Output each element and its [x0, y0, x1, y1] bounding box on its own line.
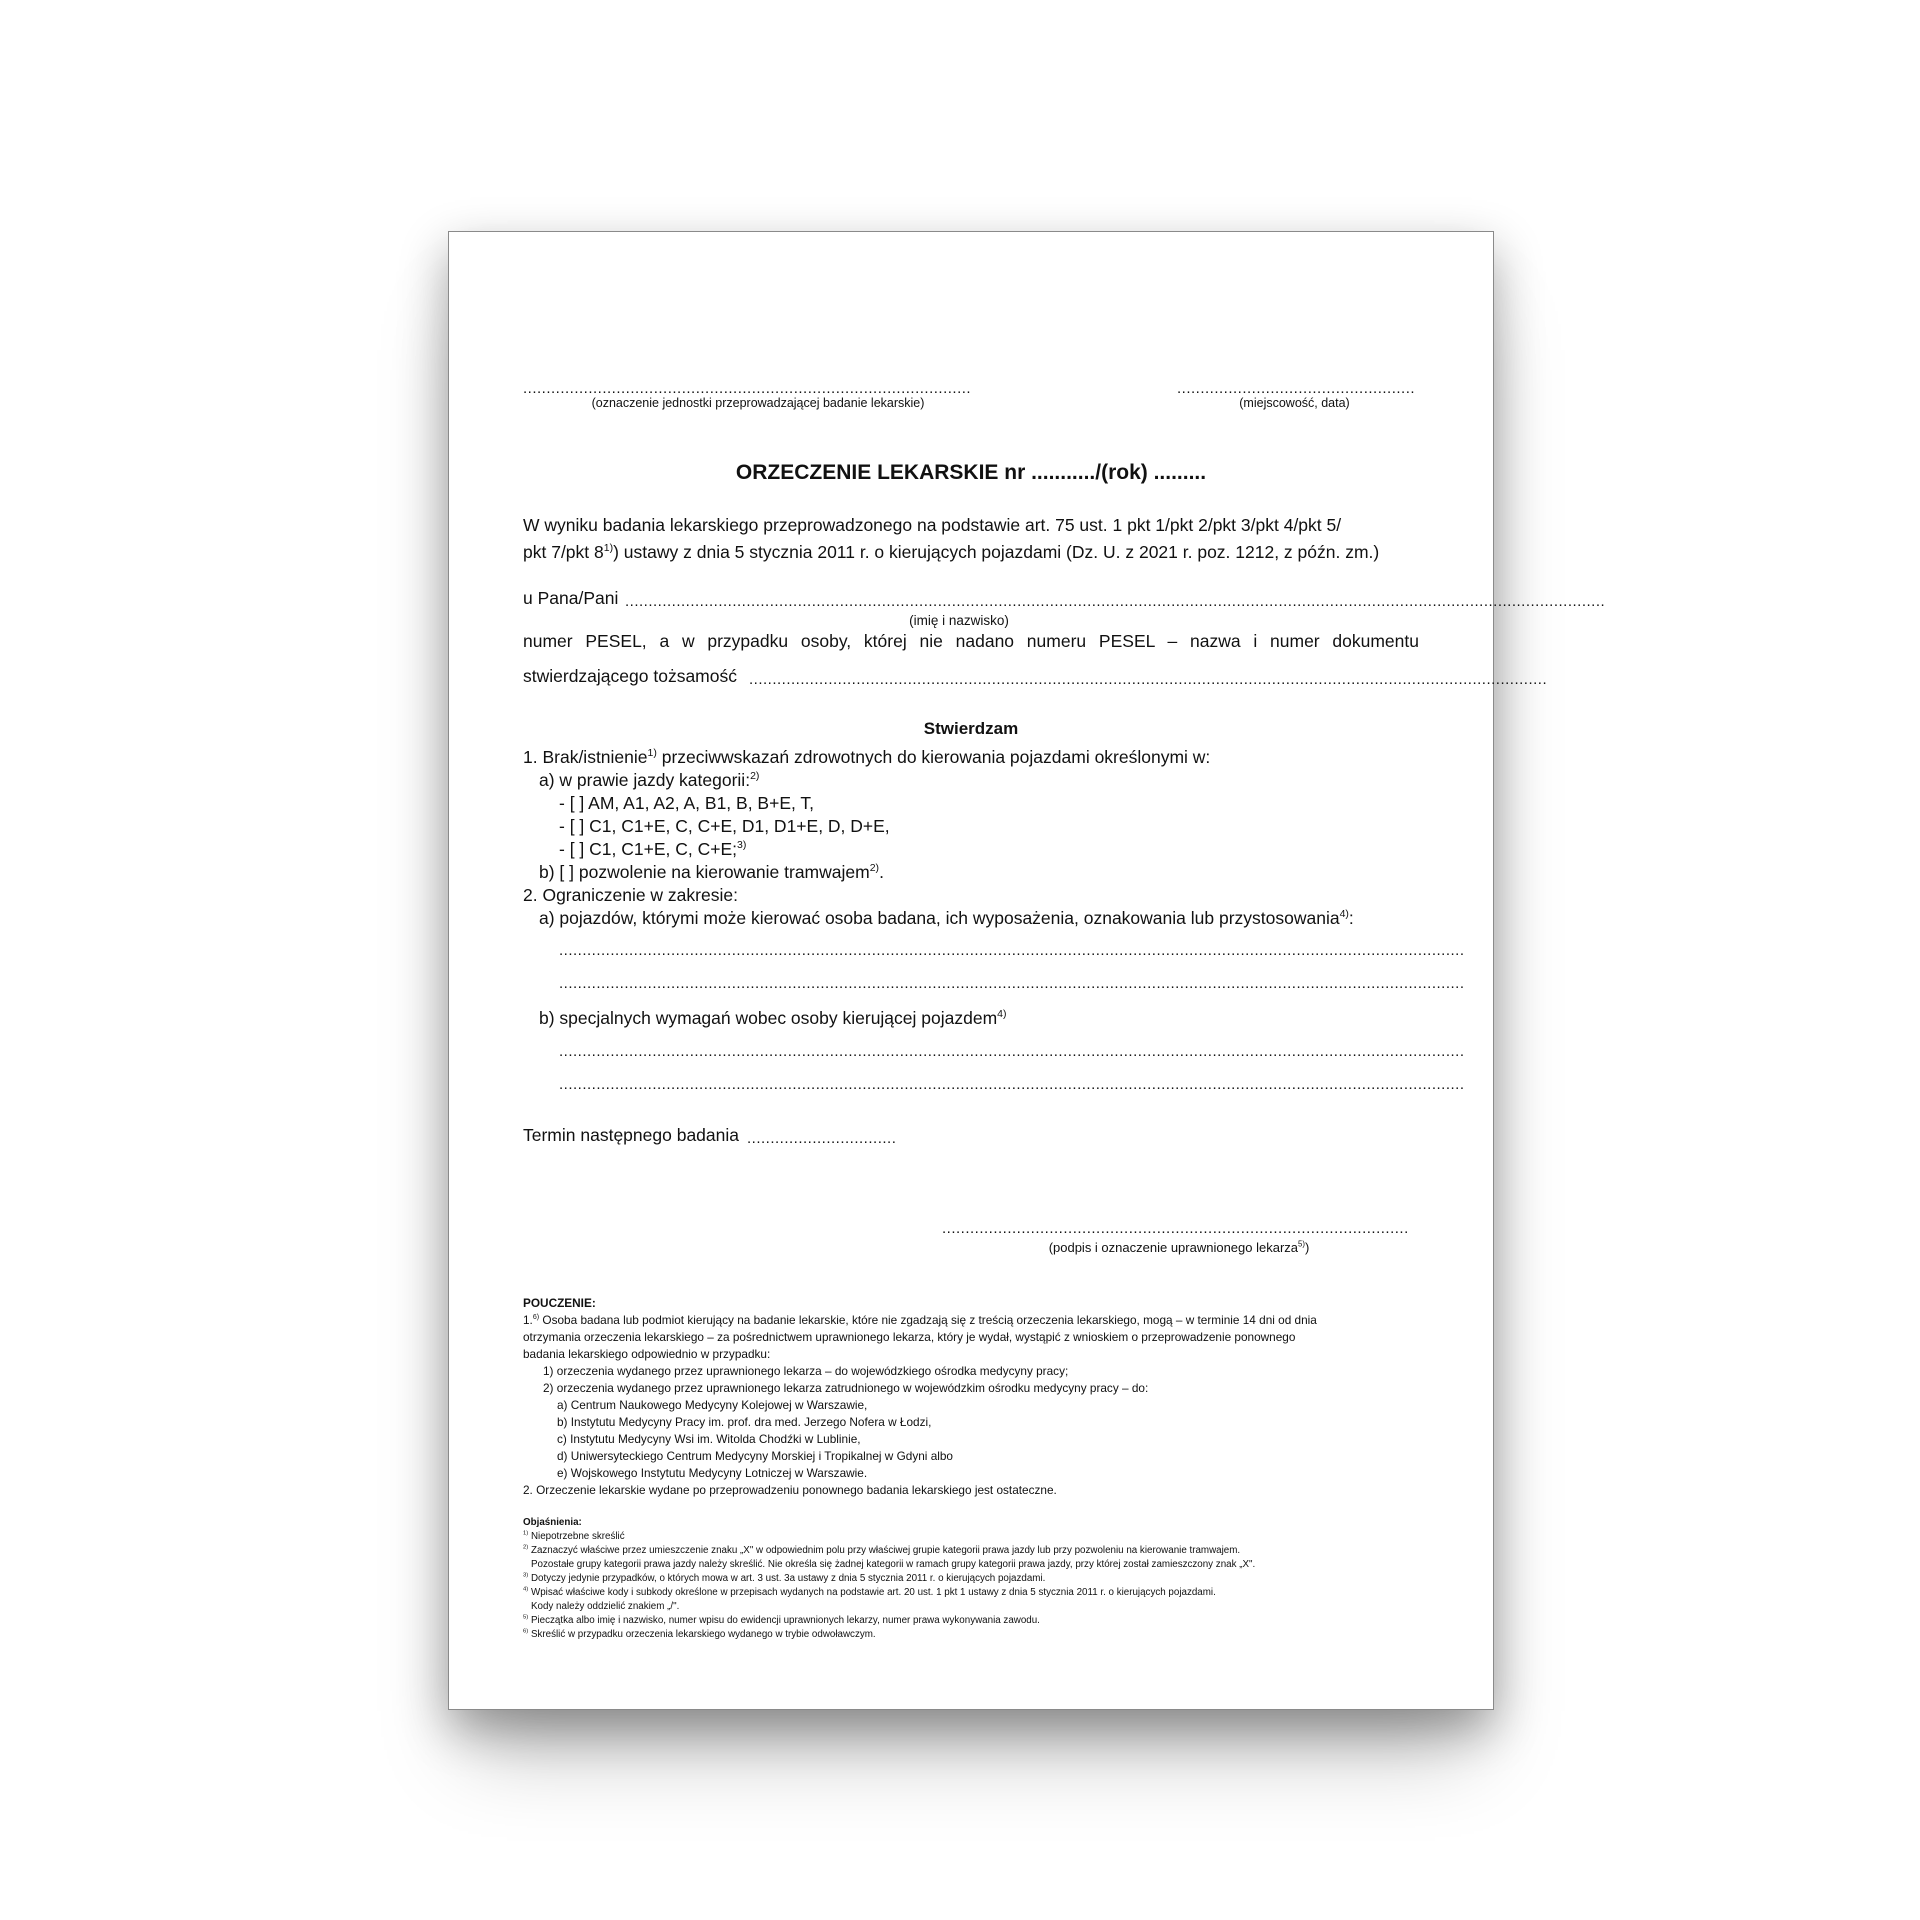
person-name-caption: (imię i nazwisko) — [909, 613, 1009, 628]
footnote-2-line-1: $^{2)}$ Zaznaczyć właściwe przez umieszczenie znaku „X" w odpowiednim polu przy właściwej grupie kategorii prawa jazdy lub przy pozwoleniu na kierowanie tramwajem. — [523, 1544, 1241, 1556]
pouczenie-institution-b: b) Instytutu Medycyny Pracy im. prof. dra med. Jerzego Nofera w Łodzi, — [557, 1415, 932, 1429]
pouczenie-institution-d: d) Uniwersyteckiego Centrum Medycyny Morskiej i Tropikalnej w Gdyni albo — [557, 1449, 953, 1463]
intro-line-1: W wyniku badania lekarskiego przeprowadzonego na podstawie art. 75 ust. 1 pkt 1/pkt 2/pkt 3/pkt 4/pkt 5/ — [523, 515, 1342, 535]
pouczenie-case-1: 1) orzeczenia wydanego przez uprawnionego lekarza – do wojewódzkiego ośrodka medycyny pracy; — [543, 1364, 1069, 1378]
document-title: ORZECZENIE LEKARSKIE nr .........../(rok) ......... — [735, 461, 1207, 484]
category-group-2: - [ ] C1, C1+E, C, C+E, D1, D1+E, D, D+E, — [559, 816, 890, 836]
item-1: 1. Brak/istnienie$^{1)}$ przeciwwskazań zdrowotnych do kierowania pojazdami określonymi w: — [523, 747, 1211, 767]
pouczenie-p1-line-2: otrzymania orzeczenia lekarskiego – za pośrednictwem uprawnionego lekarza, który je wydał, wystąpić z wnioskiem o przeprowadzenie ponownego — [523, 1330, 1296, 1344]
pouczenie-p1-line-3: badania lekarskiego odpowiednio w przypadku: — [523, 1347, 771, 1361]
footnote-3: $^{3)}$ Dotyczy jedynie przypadków, o których mowa w art. 3 ust. 3a ustawy z dnia 5 stycznia 2011 r. o kierujących pojazdami. — [523, 1572, 1046, 1584]
next-exam-label: Termin następnego badania — [523, 1125, 739, 1145]
footnote-4-line-2: Kody należy oddzielić znakiem „/". — [531, 1601, 680, 1612]
place-date-caption: (miejscowość, data) — [1239, 396, 1350, 410]
signature-dots: .................................................................................................... — [942, 1220, 1409, 1237]
category-group-3: - [ ] C1, C1+E, C, C+E;$^{3)}$ — [559, 839, 747, 859]
item-2b: b) specjalnych wymagań wobec osoby kierującej pojazdem$^{4)}$ — [539, 1008, 1007, 1028]
id-label: stwierdzającego tożsamość — [523, 666, 737, 686]
item-2a: a) pojazdów, którymi może kierować osoba badana, ich wyposażenia, oznakowania lub przystosowania$^{4)}$: — [539, 908, 1354, 928]
pouczenie-p2: 2. Orzeczenie lekarskie wydane po przeprowadzeniu ponownego badania lekarskiego jest ostateczne. — [523, 1483, 1057, 1497]
document-page — [448, 231, 1606, 1710]
pouczenie-institution-e: e) Wojskowego Instytutu Medycyny Lotniczej w Warszawie. — [557, 1466, 868, 1480]
person-name-dots: .................................................................................................................................................................................................................. — [625, 593, 1606, 610]
intro-line-2: pkt 7/pkt 8$^{1)}$) ustawy z dnia 5 stycznia 2011 r. o kierujących pojazdami (Dz. U. z 2021 r. poz. 1212, z późn. zm.) — [523, 542, 1380, 562]
pouczenie-p1-line-1: 1.$^{6)}$ Osoba badana lub podmiot kierujący na badanie lekarskie, które nie zgadzają się z treścią orzeczenia lekarskiego, mogą – w terminie 14 dni od dnia — [523, 1313, 1317, 1327]
footnotes-heading: Objaśnienia: — [523, 1517, 582, 1528]
pouczenie-case-2: 2) orzeczenia wydanego przez uprawnionego lekarza zatrudnionego w wojewódzkim ośrodku medycyny pracy – do: — [543, 1381, 1149, 1395]
pouczenie-institution-a: a) Centrum Naukowego Medycyny Kolejowej w Warszawie, — [557, 1398, 868, 1412]
pouczenie-institution-c: c) Instytutu Medycyny Wsi im. Witolda Chodźki w Lublinie, — [557, 1432, 861, 1446]
footnote-2-line-2: Pozostałe grupy kategorii prawa jazdy należy skreślić. Nie określa się żadnej kategorii w ramach grupy kategorii prawa jazdy, przy której został zamieszczony znak „X". — [531, 1559, 1256, 1570]
item-2b-dots-1: .................................................................................................................................................................................................. — [559, 1043, 1465, 1060]
category-group-1: - [ ] AM, A1, A2, A, B1, B, B+E, T, — [559, 793, 815, 813]
issuing-unit-caption: (oznaczenie jednostki przeprowadzającej badanie lekarskie) — [591, 396, 925, 410]
item-1b: b) [ ] pozwolenie na kierowanie tramwajem$^{2)}$. — [539, 862, 884, 882]
footnote-6: $^{6)}$ Skreślić w przypadku orzeczenia lekarskiego wydanego w trybie odwoławczym. — [523, 1628, 876, 1640]
section-heading: Stwierdzam — [923, 719, 1019, 738]
place-date-dots: ................................................... — [1177, 380, 1416, 397]
pouczenie-heading: POUCZENIE: — [523, 1296, 596, 1310]
id-dots: ........................................................................................................................................................................... — [749, 671, 1548, 688]
footnote-1: $^{1)}$ Niepotrzebne skreślić — [523, 1530, 625, 1542]
item-2b-dots-2: .................................................................................................................................................................................................. — [559, 1076, 1465, 1093]
footnote-4-line-1: $^{4)}$ Wpisać właściwe kody i subkody określone w przepisach wydanych na podstawie art. 20 ust. 1 pkt 1 ustawy z dnia 5 stycznia 2011 r. o kierujących pojazdami. — [523, 1586, 1216, 1598]
footnote-5: $^{5)}$ Pieczątka albo imię i nazwisko, numer wpisu do ewidencji uprawnionych lekarzy, numer prawa wykonywania zawodu. — [523, 1614, 1040, 1626]
person-label: u Pana/Pani — [523, 588, 619, 608]
item-1a: a) w prawie jazdy kategorii:$^{2)}$ — [539, 770, 760, 790]
issuing-unit-dots: ................................................................................................ — [523, 380, 972, 397]
next-exam-dots: ................................ — [747, 1130, 897, 1147]
item-2: 2. Ograniczenie w zakresie: — [523, 885, 738, 905]
item-2a-dots-1: .................................................................................................................................................................................................. — [559, 942, 1465, 959]
item-2a-dots-2: .................................................................................................................................................................................................. — [559, 975, 1465, 992]
pesel-line: numer PESEL, a w przypadku osoby, której nie nadano numeru PESEL – nazwa i numer dokumentu — [523, 631, 1419, 651]
signature-caption: (podpis i oznaczenie uprawnionego lekarza$^{5)}$) — [1048, 1239, 1310, 1255]
